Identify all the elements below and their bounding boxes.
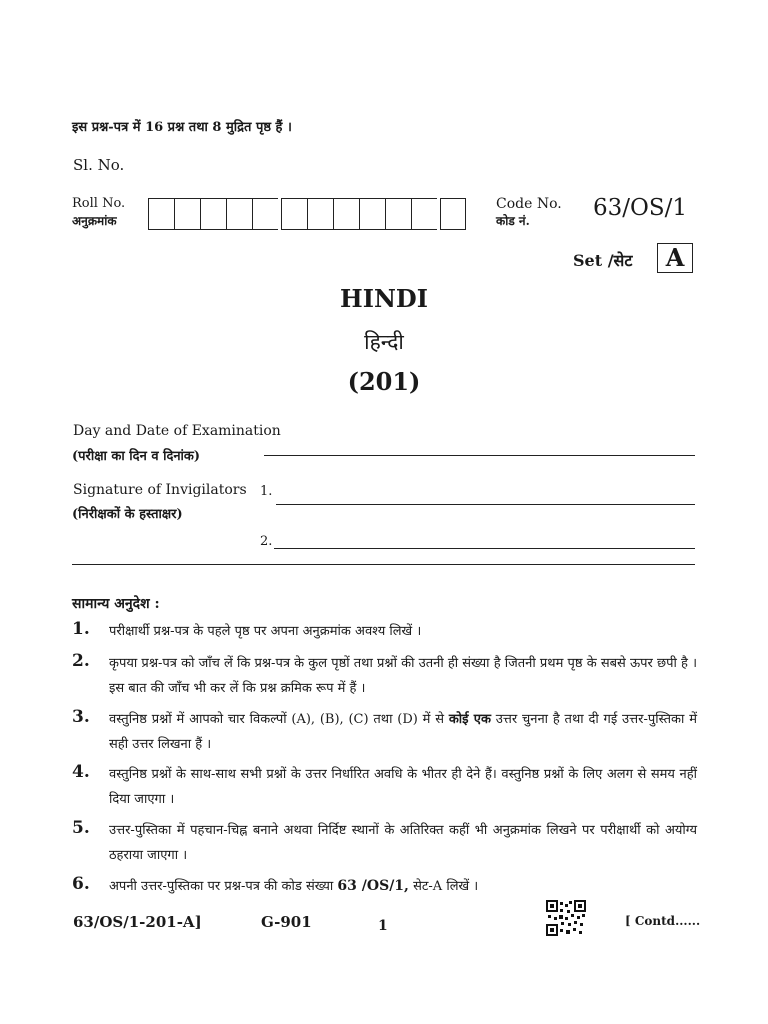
code-number-label-hindi: कोड नं. xyxy=(496,214,530,228)
subject-code: (201) xyxy=(347,367,421,396)
set-label: Set /सेट xyxy=(573,251,633,270)
instruction-number: 5. xyxy=(72,818,90,838)
paper-code: 63/OS/1-201-A] xyxy=(73,913,202,931)
page-count-note: इस प्रश्न-पत्र में 16 प्रश्न तथा 8 मुद्रित पृष्ठ हैं । xyxy=(72,120,292,135)
roll-box[interactable] xyxy=(226,198,252,230)
qr-code-icon xyxy=(546,900,586,936)
roll-box[interactable] xyxy=(385,198,411,230)
section-divider xyxy=(72,564,695,565)
roll-box[interactable] xyxy=(411,198,437,230)
code-number-label: Code No. xyxy=(496,196,562,212)
instruction-number: 3. xyxy=(72,707,90,727)
roll-box[interactable] xyxy=(252,198,278,230)
instruction-text: कृपया प्रश्न-पत्र को जाँच लें कि प्रश्न-पत्र के कुल पृष्ठों तथा प्रश्नों की उतनी ही संख्या है जितनी प्रथम पृष्ठ के सबसे ऊपर छपी है । इस बात की जाँच भी कर लें कि प्रश्न क्रमिक रूप में हैं । xyxy=(109,656,697,696)
exam-date-label-hindi: (परीक्षा का दिन व दिनांक) xyxy=(72,449,201,464)
instruction-number: 2. xyxy=(72,651,90,671)
page-number: 1 xyxy=(378,918,388,934)
invigilator-signature-label: Signature of Invigilators xyxy=(73,482,247,498)
roll-box[interactable] xyxy=(200,198,226,230)
roll-box[interactable] xyxy=(333,198,359,230)
signature-line-1[interactable] xyxy=(276,504,695,505)
instructions-heading: सामान्य अनुदेश : xyxy=(72,596,160,612)
signature-number-1: 1. xyxy=(260,484,273,499)
subject-title-hindi: हिन्दी xyxy=(364,330,404,354)
instruction-text xyxy=(109,874,697,899)
roll-number-label: Roll No. xyxy=(72,196,126,211)
instruction-emphasis: 63 /OS/1, xyxy=(337,878,409,894)
roll-number-boxes[interactable] xyxy=(148,198,466,230)
instruction-number: 1. xyxy=(72,619,90,639)
instruction-text: उत्तर-पुस्तिका में पहचान-चिह्न बनाने अथवा निर्दिष्ट स्थानों के अतिरिक्त कहीं भी अनुक्रमांक लिखने पर परीक्षार्थी को अयोग्य ठहराया जाएगा । xyxy=(109,823,697,863)
roll-box[interactable] xyxy=(174,198,200,230)
invigilator-signature-label-hindi: (निरीक्षकों के हस्ताक्षर) xyxy=(72,507,183,522)
instruction-text: परीक्षार्थी प्रश्न-पत्र के पहले पृष्ठ पर अपना अनुक्रमांक अवश्य लिखें । xyxy=(109,624,422,639)
instruction-text: वस्तुनिष्ठ प्रश्नों के साथ-साथ सभी प्रश्नों के उत्तर निर्धारित अवधि के भीतर ही देने हैं। वस्तुनिष्ठ प्रश्नों के लिए अलग से समय नहीं दिया जाएगा । xyxy=(109,767,697,807)
instruction-text-part: उत्तर चुनना है तथा दी गई उत्तर-पुस्तिका में सही उत्तर लिखना हैं । xyxy=(109,712,697,752)
serial-number-label: Sl. No. xyxy=(73,156,125,174)
signature-number-2: 2. xyxy=(260,534,273,549)
instruction-emphasis: कोई एक xyxy=(448,712,491,727)
exam-date-line[interactable] xyxy=(264,455,695,456)
set-value-box: A xyxy=(657,243,693,273)
instruction-number: 6. xyxy=(72,874,90,894)
instruction-text xyxy=(109,707,697,757)
code-number-value: 63/OS/1 xyxy=(593,195,688,221)
roll-box[interactable] xyxy=(440,198,466,230)
roll-box[interactable] xyxy=(307,198,333,230)
instruction-number: 4. xyxy=(72,762,90,782)
continued-note: [ Contd...... xyxy=(625,914,701,928)
roll-box[interactable] xyxy=(148,198,174,230)
roll-number-label-hindi: अनुक्रमांक xyxy=(72,214,117,228)
roll-box[interactable] xyxy=(281,198,307,230)
series-code: G-901 xyxy=(261,913,312,931)
instruction-text-part: अपनी उत्तर-पुस्तिका पर प्रश्न-पत्र की कोड संख्या xyxy=(109,879,338,894)
exam-date-label: Day and Date of Examination xyxy=(73,423,281,439)
instruction-text-part: सेट-A लिखें । xyxy=(408,879,479,894)
subject-title: HINDI xyxy=(340,284,428,313)
roll-box[interactable] xyxy=(359,198,385,230)
signature-line-2[interactable] xyxy=(274,548,695,549)
instruction-text-part: वस्तुनिष्ठ प्रश्नों में आपको चार विकल्पों (A), (B), (C) तथा (D) में से xyxy=(109,712,449,727)
